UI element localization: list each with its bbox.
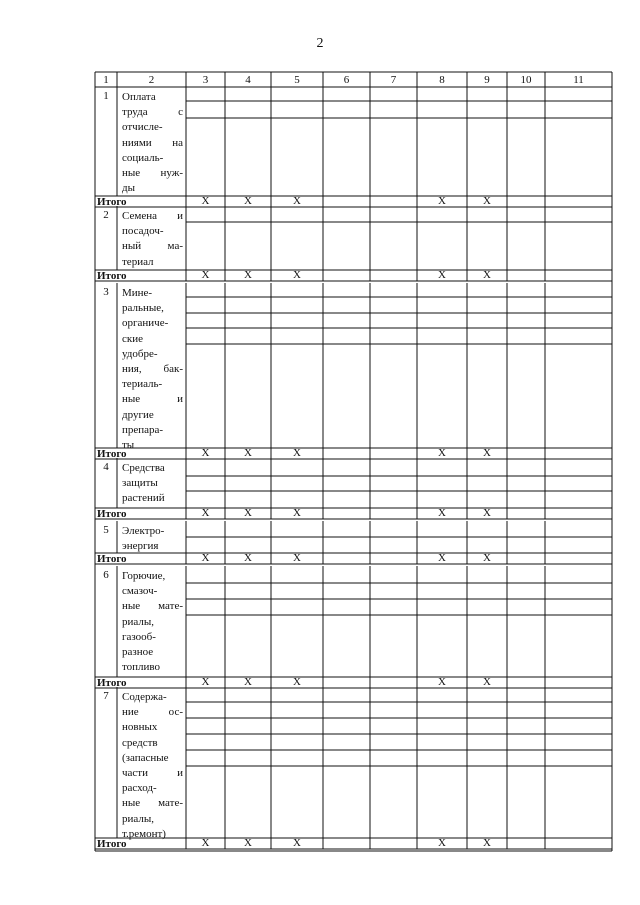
- x-mark: Х: [244, 837, 252, 849]
- row-description-line: риалы,: [122, 812, 154, 825]
- row-description: [122, 209, 183, 270]
- x-mark: Х: [201, 195, 210, 207]
- row-description-line: т.ремонт): [122, 827, 166, 840]
- x-mark: Х: [293, 507, 301, 519]
- column-header-11: 11: [573, 74, 584, 86]
- x-mark: Х: [244, 447, 252, 459]
- x-mark: Х: [483, 676, 491, 688]
- row-description-line: энергия: [122, 540, 159, 553]
- row-description-line: ние ос-: [122, 706, 183, 719]
- x-mark: Х: [483, 195, 491, 207]
- x-mark: Х: [201, 552, 210, 564]
- row-description: [122, 569, 183, 675]
- x-mark: Х: [438, 837, 446, 849]
- row-number: 6: [103, 569, 109, 581]
- row-description-line: отчисле-: [122, 121, 163, 134]
- row-description-line: топливо: [122, 661, 161, 674]
- row-description-line: Оплата: [122, 91, 156, 103]
- row-description: [122, 286, 183, 453]
- row-description-line: ты: [122, 439, 135, 452]
- column-header-3: 3: [202, 74, 209, 86]
- row-description-line: смазоч-: [122, 585, 158, 598]
- row-description-line: риалы,: [122, 615, 154, 628]
- column-header-2: 2: [148, 74, 155, 86]
- x-mark: Х: [201, 269, 210, 281]
- x-mark: Х: [483, 552, 491, 564]
- column-header-8: 8: [439, 74, 445, 86]
- column-header-9: 9: [484, 74, 490, 86]
- total-label: Итого: [97, 196, 127, 208]
- row-description-line: новных: [122, 721, 158, 734]
- row-description-line: посадоч-: [122, 225, 164, 238]
- x-mark: Х: [244, 195, 252, 207]
- row-description: [122, 461, 183, 507]
- row-description-line: органиче-: [122, 317, 169, 330]
- x-mark: Х: [483, 507, 491, 519]
- row-description-line: Содержа-: [122, 691, 167, 703]
- x-mark: Х: [438, 507, 446, 519]
- total-label: Итого: [97, 553, 127, 565]
- row-description-line: ные нуж-: [122, 167, 183, 180]
- row-description-line: Средства: [122, 462, 165, 474]
- x-mark: Х: [244, 269, 252, 281]
- x-mark: Х: [201, 676, 210, 688]
- column-header-10: 10: [520, 74, 532, 86]
- column-header-6: 6: [343, 74, 350, 86]
- x-mark: Х: [201, 837, 210, 849]
- row-description-line: социаль-: [122, 151, 164, 164]
- total-label: Итого: [97, 838, 127, 850]
- row-description-line: защиты: [122, 477, 158, 490]
- x-mark: Х: [293, 195, 301, 207]
- row-description-line: растений: [122, 492, 165, 505]
- row-description-line: ральные,: [122, 302, 164, 315]
- row-description-line: Мине-: [122, 287, 153, 299]
- row-description-line: териал: [122, 255, 154, 268]
- row-description-line: расход-: [122, 782, 157, 795]
- column-header-5: 5: [294, 74, 300, 86]
- x-mark: Х: [438, 676, 446, 688]
- column-header-1: 1: [103, 74, 109, 86]
- row-description-line: разное: [122, 646, 154, 659]
- row-number: 2: [103, 209, 109, 221]
- row-description-line: средств: [122, 736, 158, 749]
- row-number: 3: [103, 286, 109, 298]
- row-number: 7: [103, 690, 109, 702]
- row-description-line: другие: [122, 408, 154, 421]
- row-description-line: препара-: [122, 423, 164, 436]
- x-mark: Х: [483, 837, 491, 849]
- x-mark: Х: [438, 269, 446, 281]
- x-mark: Х: [293, 837, 301, 849]
- total-label: Итого: [97, 448, 127, 460]
- x-mark: Х: [438, 195, 446, 207]
- x-mark: Х: [244, 676, 252, 688]
- x-mark: Х: [483, 269, 491, 281]
- row-description-line: ный ма-: [122, 240, 183, 253]
- column-header-7: 7: [390, 74, 397, 86]
- x-mark: Х: [438, 552, 446, 564]
- row-number: 5: [103, 524, 109, 536]
- x-mark: Х: [293, 552, 301, 564]
- row-description-line: удобре-: [122, 347, 158, 360]
- page-number: 2: [316, 36, 324, 51]
- x-mark: Х: [293, 676, 301, 688]
- row-description-line: ные и: [122, 393, 183, 406]
- row-description-line: ния, бак-: [122, 363, 183, 376]
- row-description-line: териаль-: [122, 378, 163, 391]
- row-description-line: труда с: [122, 106, 183, 119]
- row-description-line: (запасные: [122, 751, 169, 764]
- total-label: Итого: [97, 677, 127, 689]
- row-description-line: ские: [122, 332, 143, 345]
- row-description-line: ды: [122, 182, 135, 195]
- row-number: 1: [103, 90, 109, 102]
- x-mark: Х: [201, 447, 210, 459]
- x-mark: Х: [293, 269, 301, 281]
- x-mark: Х: [438, 447, 446, 459]
- x-mark: Х: [293, 447, 301, 459]
- x-mark: Х: [483, 447, 491, 459]
- row-description-line: Горючие,: [122, 570, 166, 582]
- x-mark: Х: [244, 552, 252, 564]
- row-description-line: ные мате-: [122, 797, 183, 810]
- row-description-line: Семена и: [122, 210, 183, 222]
- total-label: Итого: [97, 508, 127, 520]
- row-description: [122, 524, 183, 554]
- row-description-line: газооб-: [122, 630, 156, 643]
- x-mark: Х: [244, 507, 252, 519]
- row-description-line: Электро-: [122, 525, 165, 537]
- row-description: [122, 690, 183, 842]
- total-label: Итого: [97, 270, 127, 282]
- row-description: [122, 90, 183, 196]
- row-description-line: части и: [122, 767, 183, 780]
- row-description-line: ные мате-: [122, 600, 183, 613]
- x-mark: Х: [201, 507, 210, 519]
- column-header-4: 4: [245, 74, 251, 86]
- row-description-line: ниями на: [122, 136, 183, 149]
- row-number: 4: [103, 461, 109, 473]
